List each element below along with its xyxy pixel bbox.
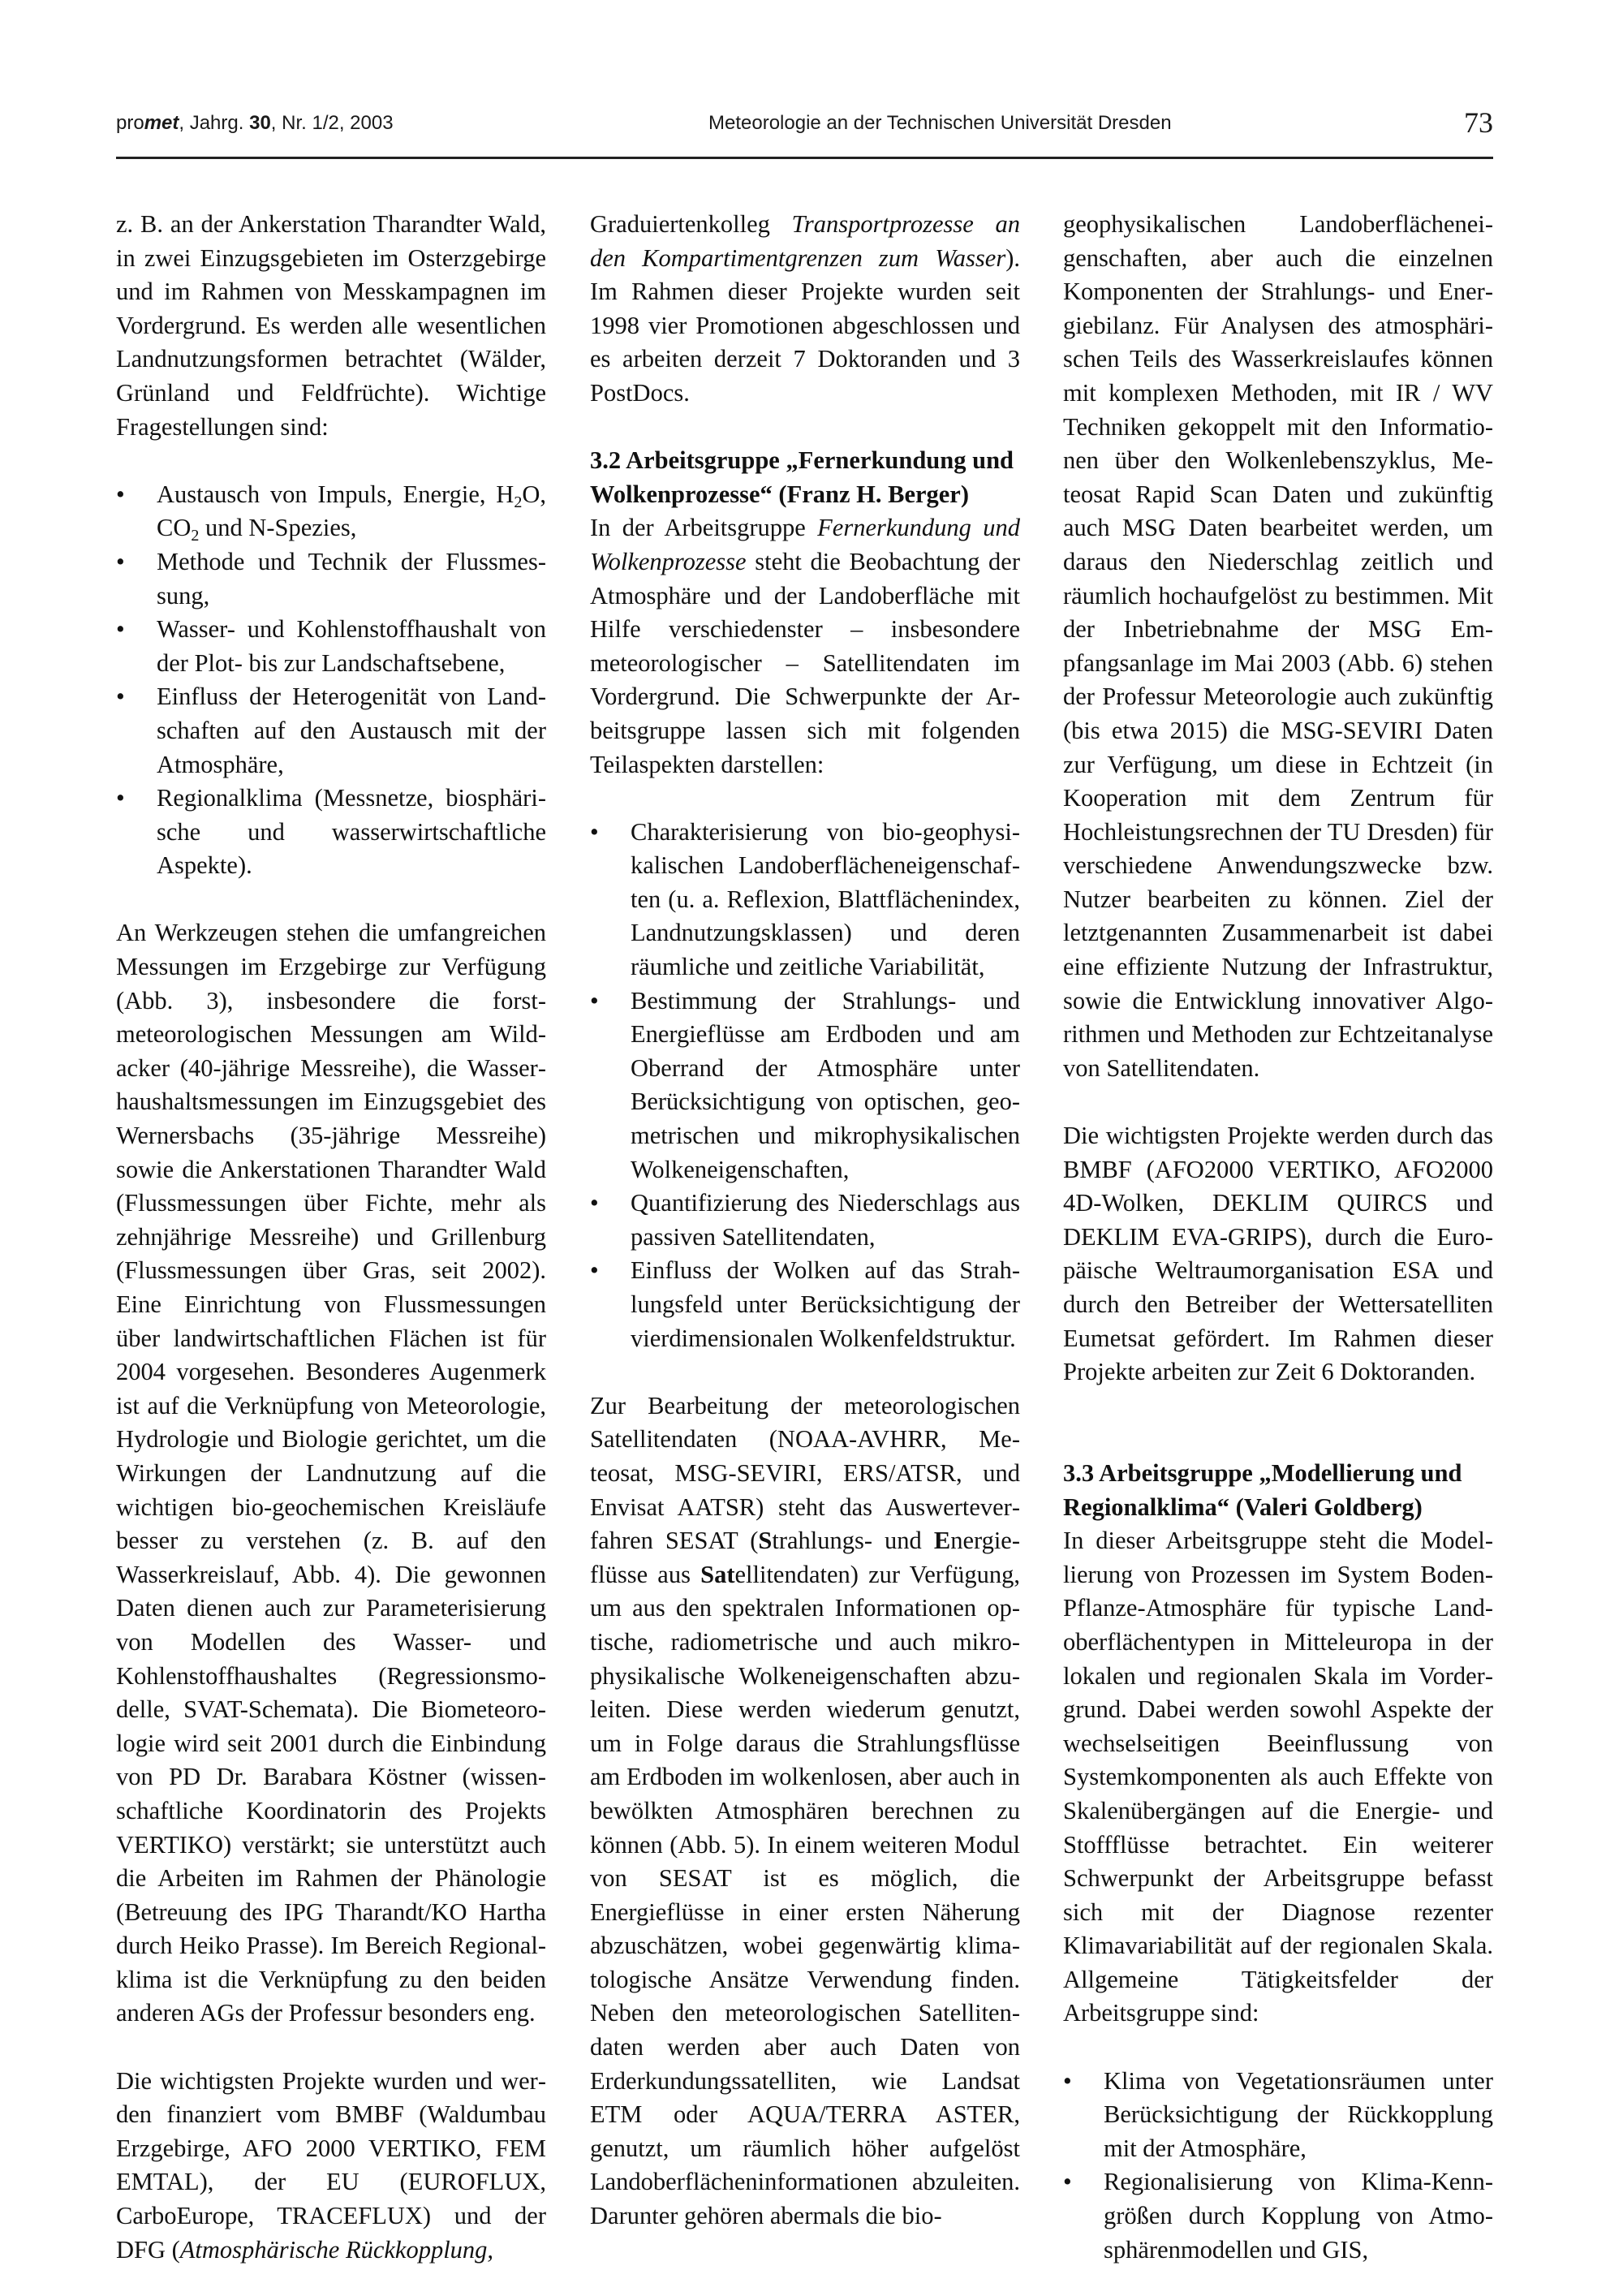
spacer [590, 1355, 1020, 1389]
list-item: • Bestimmung der Strahlungs- und Energieflüsse am Erdboden und am Oberrand der Atmosphäre unter Berücksichtigung von optischen, geometrischen und mikrophysikalischen Wolkeneigenschaften, [590, 984, 1020, 1187]
paragraph-text: Die wichtigsten Projekte wurden und werden finanziert vom BMBF (Waldumbau Erzgebirge, AFO 2000 VERTIKO, FEM EMTAL), der EU (EUROFLUX, CarboEurope, TRACEFLUX) und der DFG ( [116, 2066, 546, 2264]
spacer [116, 883, 546, 917]
bullet-list [590, 816, 1020, 1356]
journal-volume: 30 [249, 112, 271, 134]
subscript: 2 [191, 527, 200, 545]
paragraph-text: steht die Beobachtung der Atmosphäre und der Landoberfläche mit Hilfe verschiedenster – insbesondere meteorologischer – Satellitendaten im Vordergrund. Die Schwerpunkte der Arbeitsgruppe lassen sich mit folgenden Teilaspekten darstellen: [590, 547, 1020, 778]
spacer [590, 782, 1020, 816]
italic-text: Transportprozesse an den Kompartimentgrenzen zum Wasser [590, 210, 1020, 272]
spacer [116, 2031, 546, 2065]
paragraph: z. B. an der Ankerstation Tharandter Wald, in zwei Einzugsgebieten im Osterzgebirge und im Rahmen von Messkampagnen im Vordergrund. Es werden alle wesentlichen Landnutzungsformen betrachtet (Wälder, Grünland und Feldfrüchte). Wichtige Fragestellungen sind: [116, 210, 546, 441]
spacer [1063, 2031, 1493, 2065]
acronym-letter: Sat [700, 1560, 735, 1588]
paragraph: In dieser Arbeitsgruppe steht die Modellierung von Prozessen im System Boden-Pflanze-Atmosphäre für typische Landoberflächentypen in Mitteleuropa in der lokalen und regionalen Skala im Vordergrund. Dabei werden sowohl Aspekte der wechselseitigen Beeinflussung von Systemkomponenten als auch Effekte von Skalenübergängen auf die Energie- und Stoffflüsse betrachtet. Ein weiterer Schwerpunkt der Arbeitsgruppe befasst sich mit der Diagnose rezenter Klimavariabilität auf der regionalen Skala. Allgemeine Tätigkeitsfelder der Arbeitsgruppe sind: [1063, 1527, 1493, 2027]
italic-text: Fernerkundung und Wolkenprozesse [590, 514, 1020, 575]
paragraph-text: trahlungs- und [772, 1527, 934, 1555]
section-heading-3-2: 3.2 Arbeitsgruppe „Fernerkundung und Wolkenprozesse“ (Franz H. Berger) [590, 446, 1014, 508]
list-item: • Methode und Technik der Flussmessung, [116, 545, 546, 613]
running-header [116, 106, 1493, 146]
spacer [116, 444, 546, 478]
paragraph-text: ellitendaten) zur Verfügung, um aus den spektralen Informationen optische, radiometrische und auch mikrophysikalische Wolkeneigenschaften abzuleiten. Diese werden wiederum genutzt, um in Folge daraus die Strahlungsflüsse am Erdboden im wolkenlosen, aber auch in bewölkten Atmosphären berechnen zu können (Abb. 5). In einem weiteren Modul von SESAT ist es möglich, die Energieflüsse in einer ersten Näherung abzuschätzen, wobei gegenwärtig klimatologische Ansätze Verwendung finden. Neben den meteorologischen Satellitendaten werden aber auch Daten von Erderkundungssatelliten, wie Landsat ETM oder AQUA/TERRA ASTER, genutzt, um räumlich höher aufgelöst Landoberflächeninformationen abzuleiten. Darunter gehören abermals die bio- [590, 1560, 1020, 2230]
list-item: • Regionalklima (Messnetze, biosphärische und wasserwirtschaftliche Aspekte). [116, 782, 546, 883]
paragraph [116, 2065, 546, 2268]
section-heading-3-3: 3.3 Arbeitsgruppe „Modellierung und Regionalklima“ (Valeri Goldberg) [1063, 1458, 1462, 1521]
paragraph-text: In der Arbeitsgruppe [590, 514, 818, 542]
running-title: Meteorologie an der Technischen Universität Dresden [708, 112, 1172, 134]
paragraph-text: Graduiertenkolleg [590, 210, 792, 238]
paragraph [590, 1389, 1020, 2234]
journal-citation [116, 112, 394, 135]
list-item: • Einfluss der Heterogenität von Landschaften auf den Austausch mit der Atmosphäre, [116, 680, 546, 782]
column-3 [1063, 208, 1493, 2267]
journal-name-prefix: pro [116, 112, 144, 134]
paragraph-text: ). Im Rahmen dieser Projekte wurden seit 1998 vier Promotionen abgeschlossen und es arbeiten derzeit 7 Doktoranden und 3 PostDocs. [590, 243, 1020, 407]
list-item: • Quantifizierung des Niederschlags aus passiven Satellitendaten, [590, 1187, 1020, 1254]
spacer [1063, 1389, 1493, 1424]
list-item: • Regionalisierung von Klima-Kenngrößen durch Kopplung von Atmosphärenmodellen und GIS, [1063, 2165, 1493, 2267]
paragraph [590, 511, 1020, 782]
bullet-list [116, 478, 546, 883]
header-rule [116, 157, 1493, 159]
page-number: 73 [1464, 106, 1493, 139]
paragraph: An Werkzeugen stehen die umfangreichen Messungen im Erzgebirge zur Verfügung (Abb. 3), insbesondere die forstmeteorologischen Messungen am Wildacker (40-jährige Messreihe), die Wasserhaushaltsmessungen im Einzugsgebiet des Wernersbachs (35-jährige Messreihe) sowie die Ankerstationen Tharandter Wald (Flussmessungen über Fichte, mehr als zehnjährige Messreihe) und Grillenburg (Flussmessungen über Gras, seit 2002). Eine Einrichtung von Flussmessungen über landwirtschaftlichen Flächen ist für 2004 vorgesehen. Besonderes Augenmerk ist auf die Verknüpfung von Meteorologie, Hydrologie und Biologie gerichtet, um die Wirkungen der Landnutzung auf die wichtigen bio-geochemischen Kreisläufe besser zu verstehen (z. B. auf den Wasserkreislauf, Abb. 4). Die gewonnen Daten dienen auch zur Parameterisierung von Modellen des Wasser- und Kohlenstoffhaushaltes (Regressionsmodelle, SVAT-Schemata). Die Biometeorologie wird seit 2001 durch die Einbindung von PD Dr. Barabara Köstner (wissenschaftliche Koordinatorin des Projekts VERTIKO) verstärkt; sie unterstützt auch die Arbeiten im Rahmen der Phänologie (Betreuung des IPG Tharandt/KO Hartha durch Heiko Prasse). Im Bereich Regionalklima ist die Verknüpfung zu den beiden anderen AGs der Professur besonders eng. [116, 919, 546, 2027]
spacer [1063, 1423, 1493, 1457]
list-item: • Wasser- und Kohlenstoffhaushalt von der Plot- bis zur Landschaftsebene, [116, 613, 546, 680]
journal-year-label: , Jahrg. [179, 112, 250, 134]
column-2 [590, 208, 1020, 2234]
list-item [116, 478, 546, 545]
paragraph-text: Zur Bearbeitung der meteorologischen Satellitendaten (NOAA-AVHRR, Meteosat, MSG-SEVIRI, ERS/ATSR, und Envisat AATSR) steht das Auswerteverfahren SESAT ( [590, 1391, 1020, 1555]
bullet-list [1063, 2065, 1493, 2268]
subscript: 2 [514, 493, 523, 511]
journal-issue: , Nr. 1/2, 2003 [270, 112, 394, 134]
column-1 [116, 208, 546, 2267]
acronym-letter: E [933, 1527, 951, 1555]
spacer [590, 411, 1020, 445]
list-item-text: und N-Spezies, [199, 514, 357, 542]
list-item: • Einfluss der Wolken auf das Strahlungsfeld unter Berücksichtigung der vierdimensionalen Wolkenfeldstruktur. [590, 1254, 1020, 1355]
list-item-text: Austausch von Impuls, Energie, H [157, 480, 514, 508]
italic-text: Atmosphärische Rückkopplung, [179, 2235, 494, 2264]
paragraph-text: nergieflüsse aus [590, 1527, 1021, 1588]
paragraph: geophysikalischen Landoberflächeneigenschaften, aber auch die einzelnen Komponenten der Strahlungs- und Energiebilanz. Für Analysen des atmosphärischen Teils des Wasserkreislaufes können mit komplexen Methoden, mit IR / WV Techniken gekoppelt mit den Informationen über den Wolkenlebenszyklus, Meteosat Rapid Scan Daten und zukünftig auch MSG Daten bearbeitet werden, um daraus den Niederschlag zeitlich und räumlich hochaufgelöst zu bestimmen. Mit der Inbetriebnahme der MSG Empfangsanlage im Mai 2003 (Abb. 6) stehen der Professur Meteorologie auch zukünftig (bis etwa 2015) die MSG-SEVIRI Daten zur Verfügung, um diese in Echtzeit (in Kooperation mit dem Zentrum für Hochleistungsrechnen der TU Dresden) für verschiedene Anwendungszwecke bzw. Nutzer bearbeiten zu können. Ziel der letztgenannten Zusammenarbeit ist dabei eine effiziente Nutzung der Infrastruktur, sowie die Entwicklung innovativer Algorithmen und Methoden zur Echtzeitanalyse von Satellitendaten. [1063, 210, 1493, 1082]
list-item-text: O, CO [157, 480, 546, 542]
spacer [1063, 1085, 1493, 1119]
list-item: • Klima von Vegetationsräumen unter Berücksichtigung der Rückkopplung mit der Atmosphäre, [1063, 2065, 1493, 2166]
list-item: • Charakterisierung von bio-geophysikalischen Landoberflächeneigenschaften (u. a. Reflexion, Blattflächenindex, Landnutzungsklassen) und deren räumliche und zeitliche Variabilität, [590, 816, 1020, 984]
acronym-letter: S [758, 1527, 773, 1555]
journal-name-emphasis: met [144, 112, 179, 134]
paragraph: Die wichtigsten Projekte werden durch das BMBF (AFO2000 VERTIKO, AFO2000 4D-Wolken, DEKLIM QUIRCS und DEKLIM EVA-GRIPS), durch die Europäische Weltraumorganisation ESA und durch den Betreiber der Wettersatelliten Eumetsat gefördert. Im Rahmen dieser Projekte arbeiten zur Zeit 6 Doktoranden. [1063, 1122, 1493, 1386]
paragraph [590, 208, 1020, 411]
